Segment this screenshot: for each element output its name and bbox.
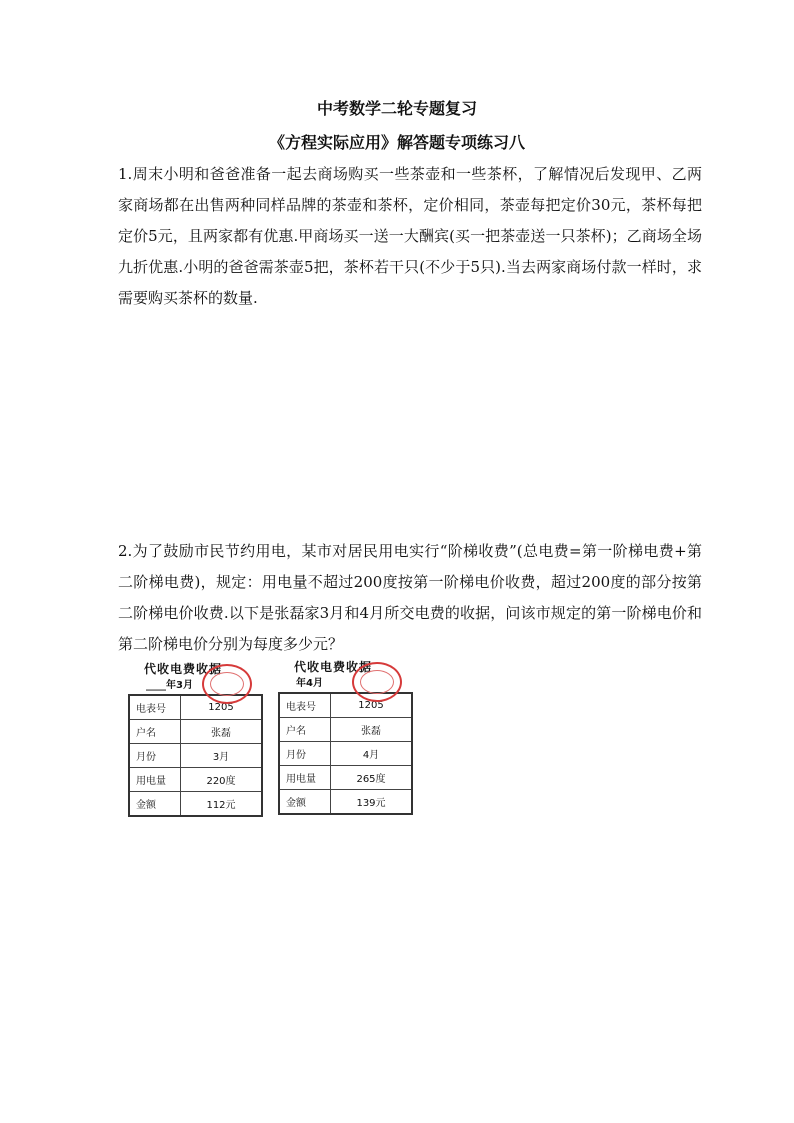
row-value: 220度	[181, 768, 263, 792]
receipt-table	[128, 694, 263, 817]
row-label: 月份	[279, 742, 331, 766]
table-row	[279, 766, 412, 790]
row-value: 265度	[331, 766, 413, 790]
document-subtitle: 《方程实际应用》解答题专项练习八	[268, 133, 525, 152]
receipt-date	[278, 676, 413, 692]
row-value: 139元	[331, 790, 413, 815]
row-value: 张磊	[181, 720, 263, 744]
row-label: 用电量	[129, 768, 181, 792]
red-stamp-seal	[202, 664, 252, 704]
row-label: 月份	[129, 744, 181, 768]
table-row	[279, 790, 412, 815]
receipt-title: 代收电费收据	[143, 662, 222, 676]
row-value: 张磊	[331, 718, 413, 742]
row-label: 电表号	[129, 695, 181, 720]
row-value: 4月	[331, 742, 413, 766]
row-label: 金额	[129, 792, 181, 817]
row-label: 金额	[279, 790, 331, 815]
receipt-date-text: 年4月	[296, 678, 323, 689]
red-stamp-seal	[352, 662, 402, 702]
row-value: 1205	[331, 693, 413, 718]
row-label: 电表号	[279, 693, 331, 718]
table-row	[129, 744, 262, 768]
row-value: 112元	[181, 792, 263, 817]
table-row	[129, 768, 262, 792]
question-2-text: 2.为了鼓励市民节约用电，某市对居民用电实行“阶梯收费”(总电费=第一阶梯电费+第二阶梯电费)，规定：用电量不超过200度按第一阶梯电价收费，超过200度的部分按第二阶梯电价收费.以下是张磊家3月和4月所交电费的收据，问该市规定的第一阶梯电价和第二阶梯电价分别为每度多少元？	[118, 542, 702, 653]
table-row	[279, 742, 412, 766]
receipt-date	[128, 678, 263, 694]
row-label: 用电量	[279, 766, 331, 790]
receipt-april	[278, 658, 413, 815]
table-row	[129, 720, 262, 744]
row-label: 户名	[279, 718, 331, 742]
row-value: 3月	[181, 744, 263, 768]
question-1-text: 1.周末小明和爸爸准备一起去商场购买一些茶壶和一些茶杯，了解情况后发现甲、乙两家商场都在出售两种同样品牌的茶壶和茶杯，定价相同，茶壶每把定价30元，茶杯每把定价5元，且两家都有优惠.甲商场买一送一大酬宾(买一把茶壶送一只茶杯)；乙商场全场九折优惠.小明的爸爸需茶壶5把，茶杯若干只(不少于5只).当去两家商场付款一样时，求需要购买茶杯的数量.	[118, 165, 702, 307]
table-row	[129, 792, 262, 817]
row-value: 1205	[181, 695, 263, 720]
table-row	[279, 718, 412, 742]
receipt-table	[278, 692, 413, 815]
row-label: 户名	[129, 720, 181, 744]
receipt-date-text: ____年3月	[146, 680, 193, 691]
receipt-march	[128, 660, 263, 817]
receipt-title: 代收电费收据	[293, 660, 372, 674]
document-title: 中考数学二轮专题复习	[316, 99, 477, 118]
